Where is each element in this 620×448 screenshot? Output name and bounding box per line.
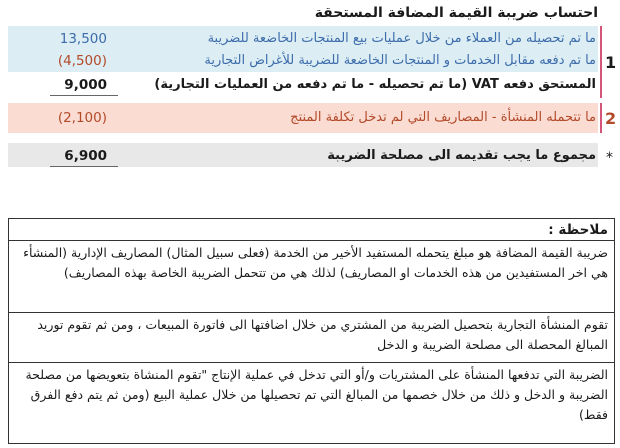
note-item-1: ضريبة القيمة المضافة هو مبلغ يتحمله المستفيد الأخير من الخدمة (فعلى سبيل المثال) المصاريف الإدارية (المنشأء هي اخر المستفيدين من هذه الخدمات او المصاريف) لذلك هي من تتحمل الضريبة الخاصة بهذه المصاريف): [9, 241, 614, 313]
note-item-3: الضريبة التي تدفعها المنشأة على المشتريات و/أو التي تدخل في عملية الإنتاج "تقوم المنشاة بتعويضها من مصلحة الضريبة و الدخل و ذلك من خلال خصمها من المبالغ التي تم تحصيلها من خلال عملية البيع (ومن ثم يتم دفع الفرق فقط): [25, 367, 608, 422]
page-title: احتساب ضريبة القيمة المضافة المستحقة: [314, 5, 598, 21]
section-1-number: 1: [605, 53, 617, 72]
paid-label: ما تم دفعه مقابل الخدمات و المنتجات الخاضعة للضريبة للأغراض التجارية: [204, 53, 596, 68]
section-1-marker-line: [600, 26, 602, 98]
section-2-marker-line: [600, 103, 602, 133]
vat-due-underline: [50, 95, 118, 96]
vat-due-value: 9,000: [64, 77, 107, 93]
total-star-marker: *: [606, 150, 613, 166]
section-2-number: 2: [605, 109, 617, 128]
total-value: 6,900: [64, 148, 107, 164]
collected-value: 13,500: [59, 31, 107, 47]
borne-value: (2,100): [57, 110, 107, 126]
notes-heading: ملاحظة :: [9, 219, 614, 241]
vat-due-label: المستحق دفعه VAT (ما تم تحصيله - ما تم دفعه من العمليات التجارية): [154, 77, 596, 92]
total-label: مجموع ما يجب تقديمه الى مصلحة الضريبة: [327, 148, 596, 163]
collected-label: ما تم تحصيله من العملاء من خلال عمليات بيع المنتجات الخاضعة للضريبة: [207, 31, 596, 46]
paid-value: (4,500): [57, 53, 107, 69]
total-underline: [50, 166, 118, 167]
borne-label: ما تتحمله المنشأة - المصاريف التي لم تدخل تكلفة المنتج: [290, 110, 596, 125]
note-item-2: تقوم المنشأة التجارية بتحصيل الضريبة من المشتري من خلال اضافتها الى فاتورة المبيعات ، ومن ثم تقوم توريد المبالغ المحصلة الى مصلحة الضريبة و الدخل: [9, 313, 614, 363]
notes-box: [8, 218, 615, 444]
